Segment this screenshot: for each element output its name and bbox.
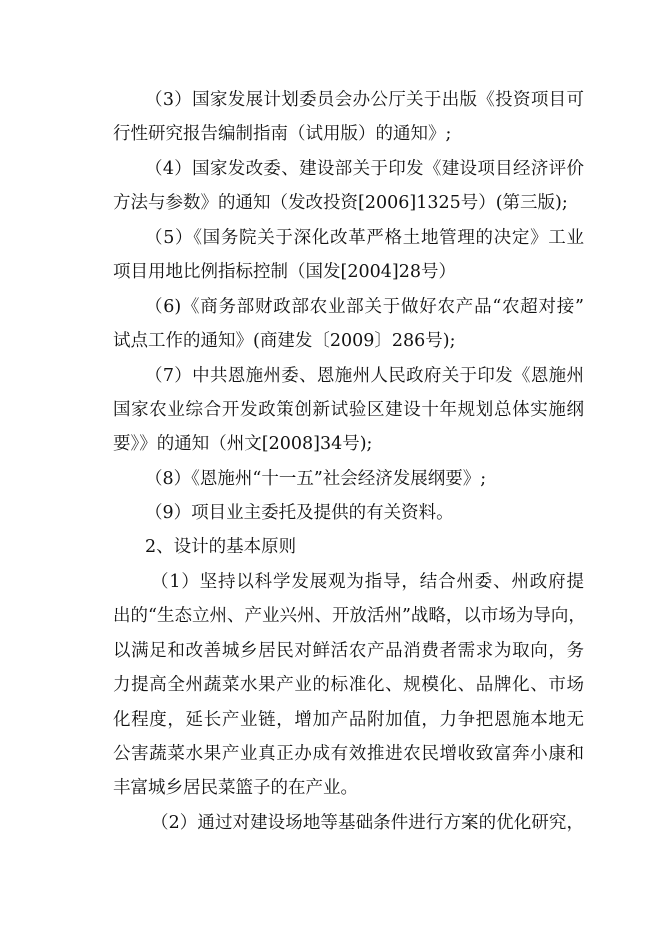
text-line: 化程度，延长产业链，增加产品附加值，力争把恩施本地无 (113, 710, 584, 730)
section-heading: 2、设计的基本原则 (145, 537, 297, 557)
text-line: 出的“生态立州、产业兴州、开放活州”战略，以市场为导向， (113, 606, 586, 626)
text-line: 以满足和改善城乡居民对鲜活农产品消费者需求为取向，务 (113, 641, 584, 661)
text-line: 方法与参数》的通知（发改投资[2006]1325号）(第三版); (113, 193, 568, 213)
text-line: 丰富城乡居民菜篮子的在产业。 (113, 778, 358, 798)
text-line: 试点工作的通知》(商建发〔2009〕286号); (113, 331, 456, 351)
text-line: （8）《恩施州“十一五”社会经济发展纲要》; (145, 469, 487, 489)
text-line: 力提高全州蔬菜水果产业的标准化、规模化、品牌化、市场 (113, 675, 584, 695)
text-line: 公害蔬菜水果产业真正办成有效推进农民增收致富奔小康和 (113, 744, 584, 764)
text-line: （2）通过对建设场地等基础条件进行方案的优化研究， (151, 813, 584, 833)
text-line: （6)《商务部财政部农业部关于做好农产品“农超对接” (145, 297, 584, 317)
text-line: 项目用地比例指标控制（国发[2004]28号） (113, 262, 456, 282)
text-line: （4）国家发改委、建设部关于印发《建设项目经济评价 (145, 159, 584, 179)
text-line: （7）中共恩施州委、恩施州人民政府关于印发《恩施州 (145, 366, 584, 386)
text-line: （3）国家发展计划委员会办公厅关于出版《投资项目可 (145, 90, 584, 110)
text-line: 行性研究报告编制指南（试用版）的通知》; (113, 124, 452, 144)
text-line: 要》》的通知（州文[2008]34号); (113, 434, 373, 454)
text-line: （5）《国务院关于深化改革严格土地管理的决定》工业 (145, 228, 584, 248)
text-line: 国家农业综合开发政策创新试验区建设十年规划总体实施纲 (113, 400, 584, 420)
text-line: （9）项目业主委托及提供的有关资料。 (145, 503, 454, 523)
text-line: （1）坚持以科学发展观为指导，结合州委、州政府提 (151, 572, 584, 592)
